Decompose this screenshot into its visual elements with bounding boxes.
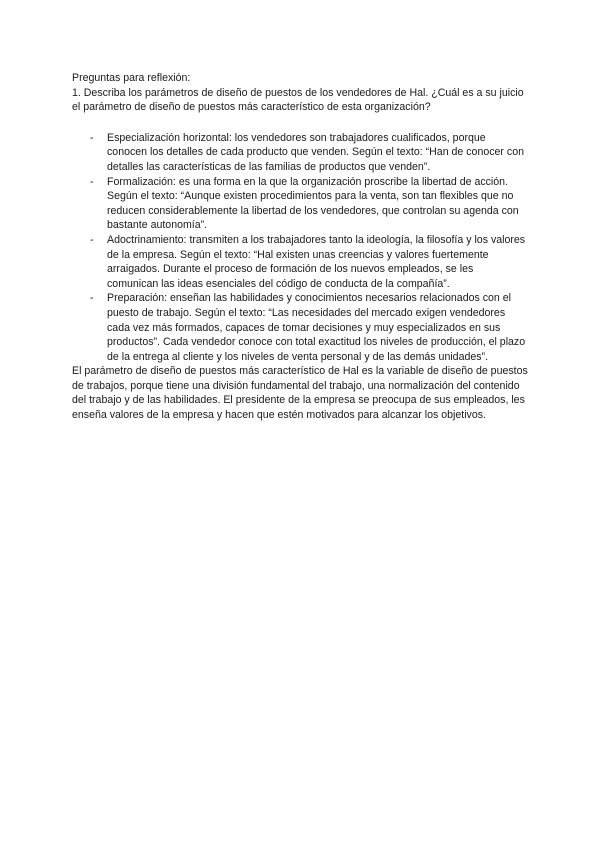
section-heading: Preguntas para reflexión: <box>72 72 191 84</box>
document-body <box>72 71 528 423</box>
bullet-dash: - <box>90 292 94 305</box>
list-item-text: Especialización horizontal: los vendedores son trabajadores cualificados, porque conocen los detalles de cada producto que venden. Según el texto: “Han de conocer con detalles las características de las familias de productos que venden”. <box>107 131 524 173</box>
bullet-dash: - <box>90 233 94 246</box>
list-item-preparacion <box>72 291 528 364</box>
list-item-formalizacion <box>72 175 528 233</box>
conclusion-paragraph: El parámetro de diseño de puestos más característico de Hal es la variable de diseño de puestos de trabajos, porque tiene una división fundamental del trabajo, una normalización del contenido del trabajo y de las habilidades. El presidente de la empresa se preocupa de sus empleados, les enseña valores de la empresa y hacen que estén motivados para alcanzar los objetivos. <box>72 365 528 422</box>
bullet-dash: - <box>90 175 94 188</box>
list-item-text: Preparación: enseñan las habilidades y conocimientos necesarios relacionados con el puesto de trabajo. Según el texto: “Las necesidades del mercado exigen vendedores cada vez más formados, capaces de tomar decisiones y muy especializados en sus productos”. Cada vendedor conoce con total exactitud los niveles de producción, el plazo de la entrega al cliente y los niveles de venta personal y de las demás unidades”. <box>107 292 526 363</box>
reflection-question: 1. Describa los parámetros de diseño de puestos de los vendedores de Hal. ¿Cuál es a su juicio el parámetro de diseño de puestos más característico de esta organización? <box>72 86 524 114</box>
list-item-text: Adoctrinamiento: transmiten a los trabajadores tanto la ideología, la filosofía y los valores de la empresa. Según el texto: “Hal existen unas creencias y valores fuertemente arraigados. Durante el proceso de formación de los nuevos empleados, se les comunican las ideas esenciales del código de conducta de la compañía”. <box>107 233 526 290</box>
list-item-text: Formalización: es una forma en la que la organización proscribe la libertad de acción. Según el texto: “Aunque existen procedimientos para la venta, son tan flexibles que no reducen considerablemente la libertad de los vendedores, que controlan su agenda con bastante autonomía”. <box>107 175 519 232</box>
list-item-adoctrinamiento <box>72 233 528 291</box>
bullet-dash: - <box>90 131 94 144</box>
parameter-list <box>72 131 528 365</box>
list-item-especializacion <box>72 131 528 175</box>
